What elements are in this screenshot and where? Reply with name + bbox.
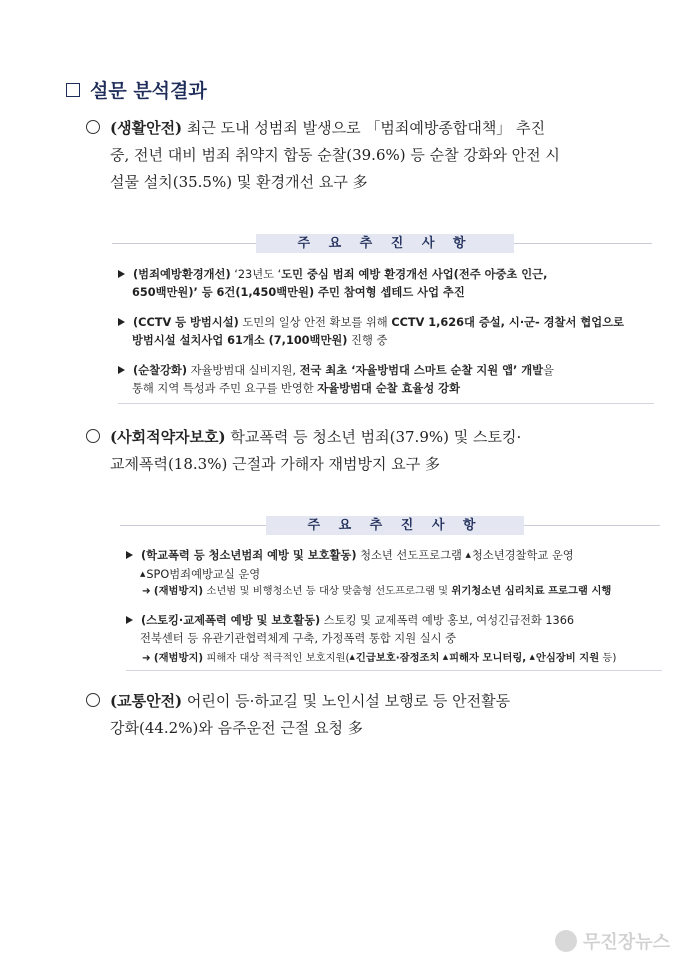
checkbox-square-icon (66, 83, 80, 97)
small-triangle-icon: ▲ (140, 570, 146, 578)
paragraph-line: 교제폭력(18.3%) 근절과 가해자 재범방지 요구 多 (110, 455, 441, 473)
paragraph-tag: (생활안전) (110, 119, 183, 137)
paragraph-safety-life (86, 115, 626, 196)
triangle-bullet-icon (126, 551, 133, 559)
box-heading: 주 요 추 진 사 항 (256, 234, 514, 253)
bullet-item: (스토킹·교제폭력 예방 및 보호활동) 스토킹 및 교제폭력 예방 홍보, 여성긴급전화 1366 전북센터 등 유관기관협력체계 구축, 가정폭력 통합 지원 실시 중 (126, 612, 666, 648)
sub-bullet-item: ➜ (재범방지) 소년범 및 비행청소년 등 대상 맞춤형 선도프로그램 및 위기청소년 심리치료 프로그램 시행 (142, 585, 612, 597)
paragraph-tag: (사회적약자보호) (110, 428, 226, 446)
section-title (66, 76, 207, 103)
paragraph-line: 중, 전년 대비 범죄 취약지 합동 순찰(39.6%) 등 순찰 강화와 안전 시 (110, 146, 560, 164)
box-heading: 주 요 추 진 사 항 (266, 516, 524, 535)
arrow-right-icon: ➜ (142, 585, 154, 597)
arrow-right-icon: ➜ (142, 652, 154, 664)
circle-bullet-icon (86, 693, 100, 707)
box-bottom-divider (118, 403, 654, 404)
paragraph-line: 설물 설치(35.5%) 및 환경개선 요구 多 (110, 173, 368, 191)
triangle-bullet-icon (118, 318, 125, 326)
bullet-item: (범죄예방환경개선) ‘23년도 ‘도민 중심 범죄 예방 환경개선 사업(전주 아중초 인근, 650백만원)’ 등 6건(1,450백만원) 주민 참여형 셉테드 사업 추진 (118, 266, 658, 302)
paragraph-line: (교통안전) 어린이 등·하교길 및 노인시설 보행로 등 안전활동 (86, 688, 626, 715)
paragraph-line: (사회적약자보호) 학교폭력 등 청소년 범죄(37.9%) 및 스토킹· (86, 424, 626, 451)
watermark-text: 무진장뉴스 (583, 932, 670, 953)
box-bottom-divider (126, 670, 662, 671)
bullet-item: (순찰강화) 자율방범대 실비지원, 전국 최초 ‘자율방범대 스마트 순찰 지원 앱’ 개발을 통해 지역 특성과 주민 요구를 반영한 자율방범대 순찰 효율성 강화 (118, 362, 658, 398)
small-triangle-icon: ▲ (529, 653, 535, 661)
section-title-text: 설문 분석결과 (90, 80, 207, 102)
triangle-bullet-icon (118, 270, 125, 278)
bullet-item: (CCTV 등 방범시설) 도민의 일상 안전 확보를 위해 CCTV 1,626대 증설, 시·군- 경찰서 협업으로 방범시설 설치사업 61개소 (7,100백만원) 진행 중 (118, 314, 658, 350)
paragraph-traffic-safety (86, 688, 626, 742)
watermark-logo-icon (555, 930, 577, 952)
small-triangle-icon: ▲ (349, 653, 355, 661)
paragraph-vulnerable-protection (86, 424, 626, 478)
triangle-bullet-icon (118, 366, 125, 374)
circle-bullet-icon (86, 120, 100, 134)
triangle-bullet-icon (126, 616, 133, 624)
paragraph-line: (생활안전) 최근 도내 성범죄 발생으로 「범죄예방종합대책」 추진 (86, 115, 626, 142)
sub-bullet-item: ➜ (재범방지) 피해자 대상 적극적인 보호지원(▲긴급보호·잠정조치 ▲피해자 모니터링, ▲안심장비 지원 등) (142, 652, 617, 664)
paragraph-line: 강화(44.2%)와 음주운전 근절 요청 多 (110, 719, 363, 737)
paragraph-tag: (교통안전) (110, 692, 183, 710)
bullet-item: (학교폭력 등 청소년범죄 예방 및 보호활동) 청소년 선도프로그램 ▲청소년경찰학교 운영 ▲SPO범죄예방교실 운영 (126, 546, 666, 584)
small-triangle-icon: ▲ (465, 551, 471, 559)
small-triangle-icon: ▲ (442, 653, 449, 661)
circle-bullet-icon (86, 429, 100, 443)
watermark (555, 928, 670, 954)
